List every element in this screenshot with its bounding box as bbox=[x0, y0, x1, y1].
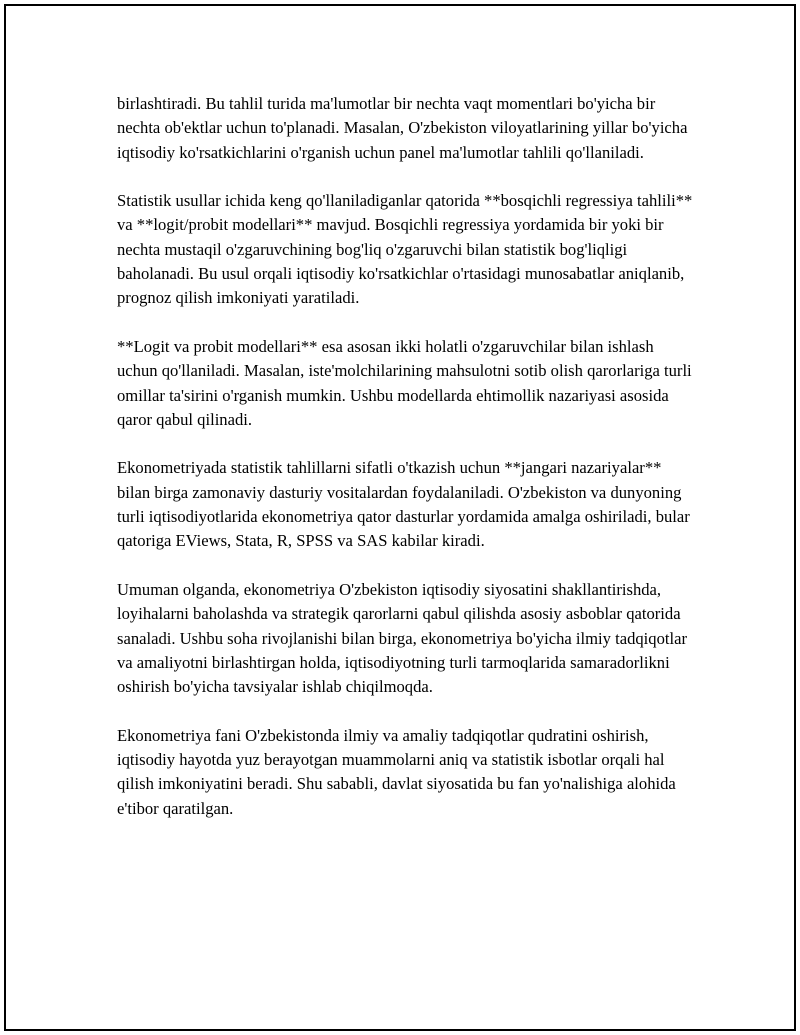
paragraph: Ekonometriyada statistik tahlillarni sifatli o'tkazish uchun **jangari nazariyalar** bilan birga zamonaviy dasturiy vositalardan foydalaniladi. O'zbekiston va dunyoning turli iqtisodiyotlarida ekonometriya qator dasturlar yordamida amalga oshiriladi, bular qatoriga EViews, Stata, R, SPSS va SAS kabilar kiradi. bbox=[117, 458, 690, 551]
paragraph: Statistik usullar ichida keng qo'llaniladiganlar qatorida **bosqichli regressiya tahlili** va **logit/probit modellari** mavjud. Bosqichli regressiya yordamida bir yoki bir nechta mustaqil o'zgaruvchining bog'liq o'zgaruvchi bilan statistik bog'liqligi baholanadi. Bu usul orqali iqtisodiy ko'rsatkichlar o'rtasidagi munosabatlar aniqlanib, prognoz qilish imkoniyati yaratiladi. bbox=[117, 191, 693, 308]
paragraph: birlashtiradi. Bu tahlil turida ma'lumotlar bir nechta vaqt momentlari bo'yicha bir nechta ob'ektlar uchun to'planadi. Masalan, O'zbekiston viloyatlarining yillar bo'yicha iqtisodiy ko'rsatkichlarini o'rganish uchun panel ma'lumotlar tahlili qo'llaniladi. bbox=[117, 94, 688, 162]
paragraph: Ekonometriya fani O'zbekistonda ilmiy va amaliy tadqiqotlar qudratini oshirish, iqtisodiy hayotda yuz berayotgan muammolarni aniq va statistik isbotlar orqali hal qilish imkoniyatini beradi. Shu sababli, davlat siyosatida bu fan yo'nalishiga alohida e'tibor qaratilgan. bbox=[117, 725, 676, 818]
paragraph: Umuman olganda, ekonometriya O'zbekiston iqtisodiy siyosatini shakllantirishda, loyihalarni baholashda va strategik qarorlarni qabul qilishda asosiy asboblar qatorida sanaladi. Ushbu soha rivojlanishi bilan birga, ekonometriya bo'yicha ilmiy tadqiqotlar va amaliyotni birlashtirgan holda, iqtisodiyotning turli tarmoqlarida samaradorlikni oshirish bo'yicha tavsiyalar ishlab chiqilmoqda. bbox=[117, 579, 687, 697]
document-body bbox=[117, 92, 697, 821]
paragraph: **Logit va probit modellari** esa asosan ikki holatli o'zgaruvchilar bilan ishlash uchun qo'llaniladi. Masalan, iste'molchilarining mahsulotni sotib olish qarorlariga turli omillar ta'sirini o'rganish mumkin. Ushbu modellarda ehtimollik nazariyasi asosida qaror qabul qilinadi. bbox=[117, 336, 692, 429]
